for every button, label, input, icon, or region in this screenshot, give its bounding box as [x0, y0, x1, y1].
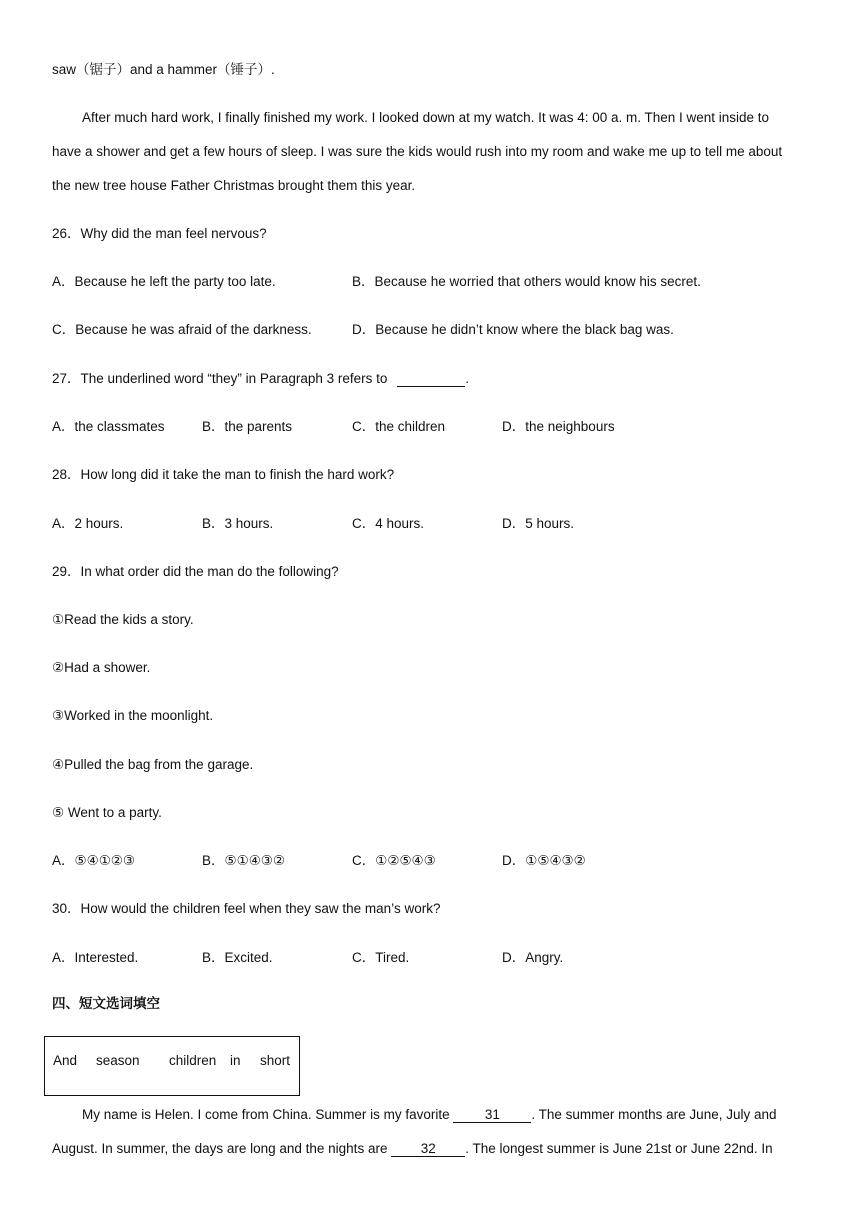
blank-31[interactable]: 31 [453, 1108, 531, 1123]
option-b[interactable]: B．Excited. [202, 950, 273, 965]
section-heading: 四、短文选词填空 [52, 996, 160, 1012]
option-d[interactable]: D．Because he didn’t know where the black bag was. [352, 322, 674, 337]
blank-32[interactable]: 32 [391, 1142, 465, 1157]
option-c[interactable]: C．the children [352, 419, 446, 434]
order-item: ②Had a shower. [52, 660, 151, 675]
passage-line: have a shower and get a few hours of sleep. I was sure the kids would rush into my room and wake me up to tell me about [52, 144, 783, 159]
option-b[interactable]: B．3 hours. [202, 516, 274, 531]
option-a[interactable]: A．Because he left the party too late. [52, 274, 276, 289]
option-b[interactable]: B．the parents [202, 419, 293, 434]
option-a[interactable]: A．Interested. [52, 950, 139, 965]
word-bank-word: in [230, 1053, 241, 1068]
order-item: ③Worked in the moonlight. [52, 708, 214, 723]
order-item: ①Read the kids a story. [52, 612, 194, 627]
option-c[interactable]: C．①②⑤④③ [352, 853, 436, 868]
word-bank-word: short [260, 1053, 291, 1068]
option-a[interactable]: A．⑤④①②③ [52, 853, 136, 868]
passage-line: saw（锯子）and a hammer（锤子）. [52, 62, 275, 77]
order-item: ④Pulled the bag from the garage. [52, 757, 254, 772]
cloze-line [52, 1142, 773, 1157]
question-text: 30．How would the children feel when they saw the man’s work? [52, 901, 441, 916]
word-bank-word: children [169, 1053, 217, 1068]
option-a[interactable]: A．the classmates [52, 419, 165, 434]
option-c[interactable]: C．Tired. [352, 950, 410, 965]
option-d[interactable]: D．5 hours. [502, 516, 575, 531]
passage-line: the new tree house Father Christmas brought them this year. [52, 178, 416, 193]
option-a[interactable]: A．2 hours. [52, 516, 124, 531]
option-c[interactable]: C．4 hours. [352, 516, 425, 531]
question-text: 29．In what order did the man do the following? [52, 564, 339, 579]
option-d[interactable]: D．①⑤④③② [502, 853, 586, 868]
question-stem: 27．The underlined word “they” in Paragraph 3 refers to [52, 371, 388, 386]
question-end: . [465, 371, 469, 386]
question-text: 28．How long did it take the man to finish the hard work? [52, 467, 395, 482]
cloze-line [82, 1108, 777, 1123]
cloze-text: . The summer months are June, July and [531, 1107, 777, 1122]
question-text: 26．Why did the man feel nervous? [52, 226, 267, 241]
order-item: ⑤ Went to a party. [52, 805, 162, 820]
cloze-text: My name is Helen. I come from China. Summer is my favorite [82, 1107, 450, 1122]
word-bank [44, 1036, 300, 1096]
answer-blank[interactable] [397, 372, 465, 387]
word-bank-word: And [53, 1053, 78, 1068]
question-text [52, 372, 469, 387]
option-b[interactable]: B．Because he worried that others would know his secret. [352, 274, 701, 289]
option-c[interactable]: C．Because he was afraid of the darkness. [52, 322, 312, 337]
cloze-text: . The longest summer is June 21st or June 22nd. In [465, 1141, 773, 1156]
option-b[interactable]: B．⑤①④③② [202, 853, 286, 868]
passage-line: After much hard work, I finally finished my work. I looked down at my watch. It was 4: 00 a. m. Then I went inside to [82, 110, 770, 125]
option-d[interactable]: D．Angry. [502, 950, 564, 965]
word-bank-word: season [96, 1053, 140, 1068]
cloze-text: August. In summer, the days are long and the nights are [52, 1141, 388, 1156]
option-d[interactable]: D．the neighbours [502, 419, 615, 434]
